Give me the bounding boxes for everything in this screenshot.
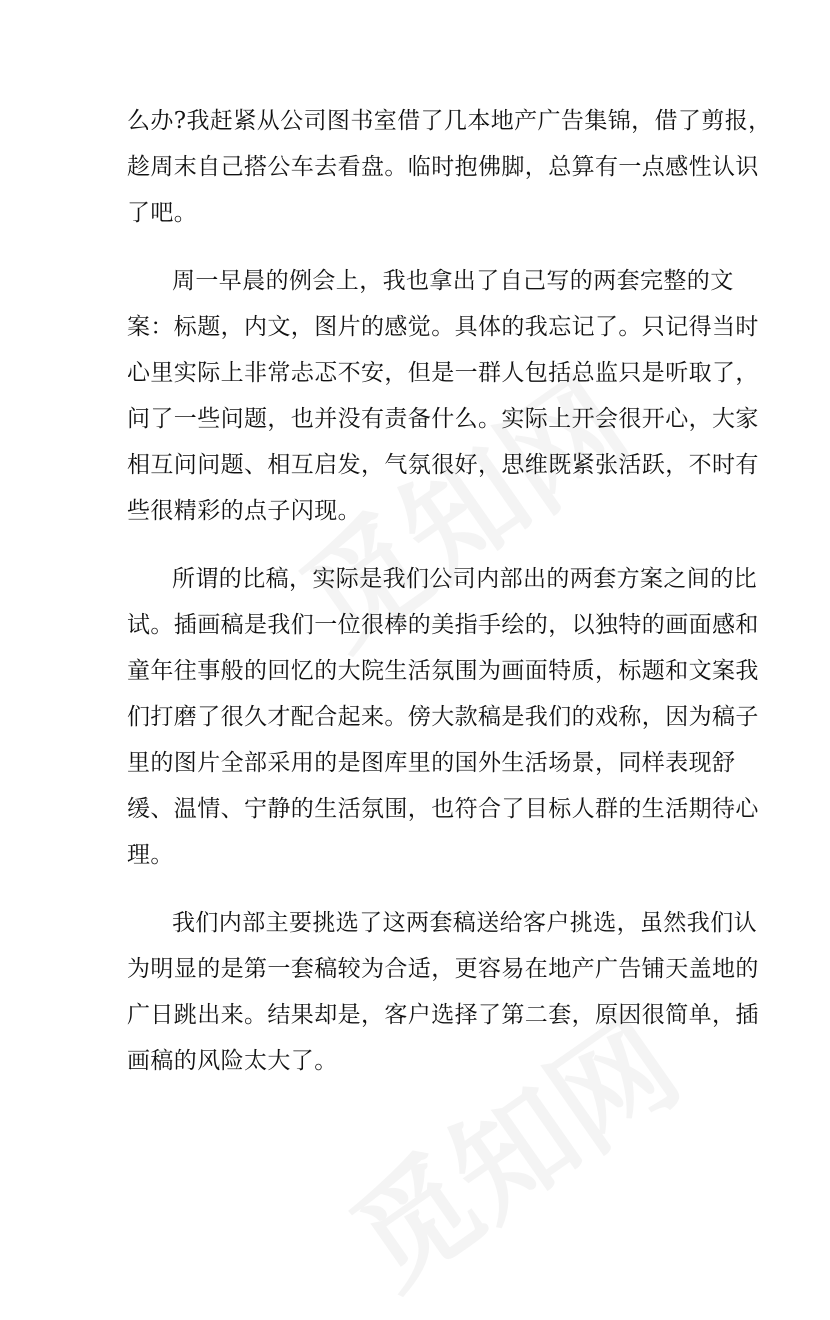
text-line: 心里实际上非常忐忑不安，但是一群人包括总监只是听取了， — [127, 360, 759, 386]
text-line: 画稿的风险太大了。 — [127, 1048, 338, 1074]
text-line: 相互问问题、相互启发，气氛很好，思维既紧张活跃，不时有 — [127, 452, 759, 478]
text-line: 我们内部主要挑选了这两套稿送给客户挑选，虽然我们认 — [172, 910, 757, 936]
text-line: 么办?我赶紧从公司图书室借了几本地产广告集锦，借了剪报， — [127, 108, 772, 134]
text-line: 趁周末自己搭公车去看盘。临时抱佛脚，总算有一点感性认识 — [127, 154, 759, 180]
text-line: 们打磨了很久才配合起来。傍大款稿是我们的戏称，因为稿子 — [127, 704, 759, 730]
text-line: 试。插画稿是我们一位很棒的美指手绘的，以独特的画面感和 — [127, 612, 759, 638]
text-line: 周一早晨的例会上，我也拿出了自己写的两套完整的文 — [172, 268, 734, 294]
text-line: 广日跳出来。结果却是，客户选择了第二套，原因很简单，插 — [127, 1002, 759, 1028]
text-line: 为明显的是第一套稿较为合适，更容易在地产广告铺天盖地的 — [127, 956, 759, 982]
text-line: 童年往事般的回忆的大院生活氛围为画面特质，标题和文案我 — [127, 658, 759, 684]
text-line: 案：标题，内文，图片的感觉。具体的我忘记了。只记得当时 — [127, 314, 759, 340]
text-line: 理。 — [127, 842, 174, 868]
text-line: 些很精彩的点子闪现。 — [127, 498, 361, 524]
text-line: 问了一些问题，也并没有责备什么。实际上开会很开心，大家 — [127, 406, 759, 432]
text-line: 所谓的比稿，实际是我们公司内部出的两套方案之间的比 — [172, 566, 757, 592]
text-line: 缓、温情、宁静的生活氛围，也符合了目标人群的生活期待心 — [127, 796, 759, 822]
text-line: 了吧。 — [127, 200, 198, 226]
text-line: 里的图片全部采用的是图库里的国外生活场景，同样表现舒 — [127, 750, 736, 776]
